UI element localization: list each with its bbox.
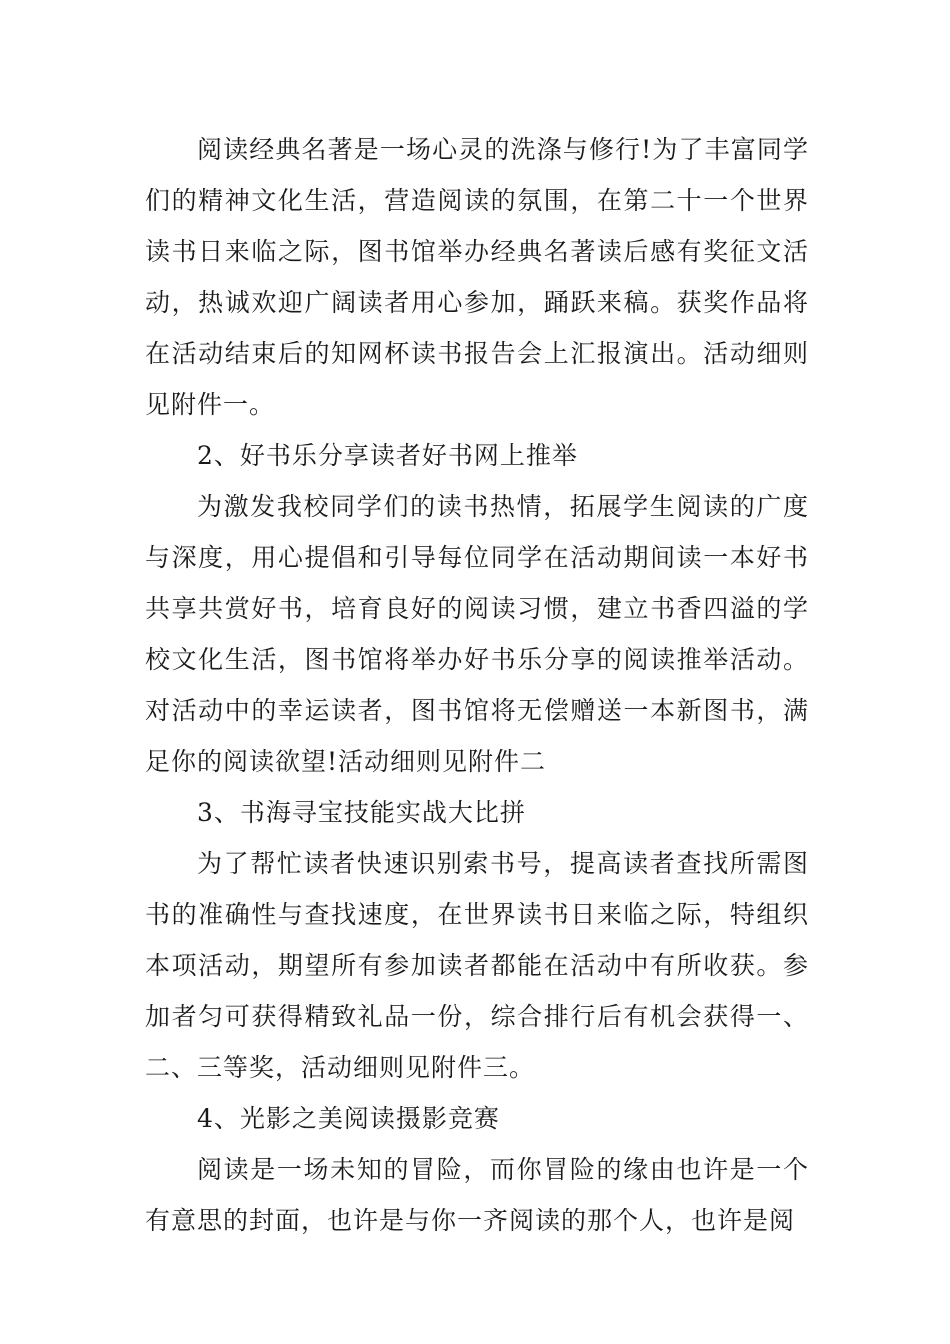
paragraph-reading-classics: 阅读经典名著是一场心灵的洗涤与修行!为了丰富同学们的精神文化生活，营造阅读的氛围，在第二十一个世界读书日来临之际，图书馆举办经典名著读后感有奖征文活动，热诚欢迎广阔读者用心参加，踊跃来稿。获奖作品将在活动结束后的知网杯读书报告会上汇报演出。活动细则见附件一。	[145, 135, 809, 419]
section-heading-treasure-hunt: 3、书海寻宝技能实战大比拼	[197, 798, 526, 827]
document-body	[145, 124, 809, 1246]
section-heading-photography-contest: 4、光影之美阅读摄影竞赛	[197, 1104, 500, 1133]
paragraph-photography-contest: 阅读是一场未知的冒险，而你冒险的缘由也许是一个有意思的封面，也许是与你一齐阅读的那个人，也许是阅	[145, 1155, 809, 1235]
paragraph-treasure-hunt: 为了帮忙读者快速识别索书号，提高读者查找所需图书的准确性与查找速度，在世界读书日来临之际，特组织本项活动，期望所有参加读者都能在活动中有所收获。参加者匀可获得精致礼品一份，综合排行后有机会获得一、二、三等奖，活动细则见附件三。	[145, 849, 809, 1082]
section-heading-good-book-sharing: 2、好书乐分享读者好书网上推举	[197, 441, 578, 470]
paragraph-good-book-sharing: 为激发我校同学们的读书热情，拓展学生阅读的广度与深度，用心提倡和引导每位同学在活动期间读一本好书共享共赏好书，培育良好的阅读习惯，建立书香四溢的学校文化生活，图书馆将举办好书乐分享的阅读推举活动。对活动中的幸运读者，图书馆将无偿赠送一本新图书，满足你的阅读欲望!活动细则见附件二	[145, 492, 809, 776]
